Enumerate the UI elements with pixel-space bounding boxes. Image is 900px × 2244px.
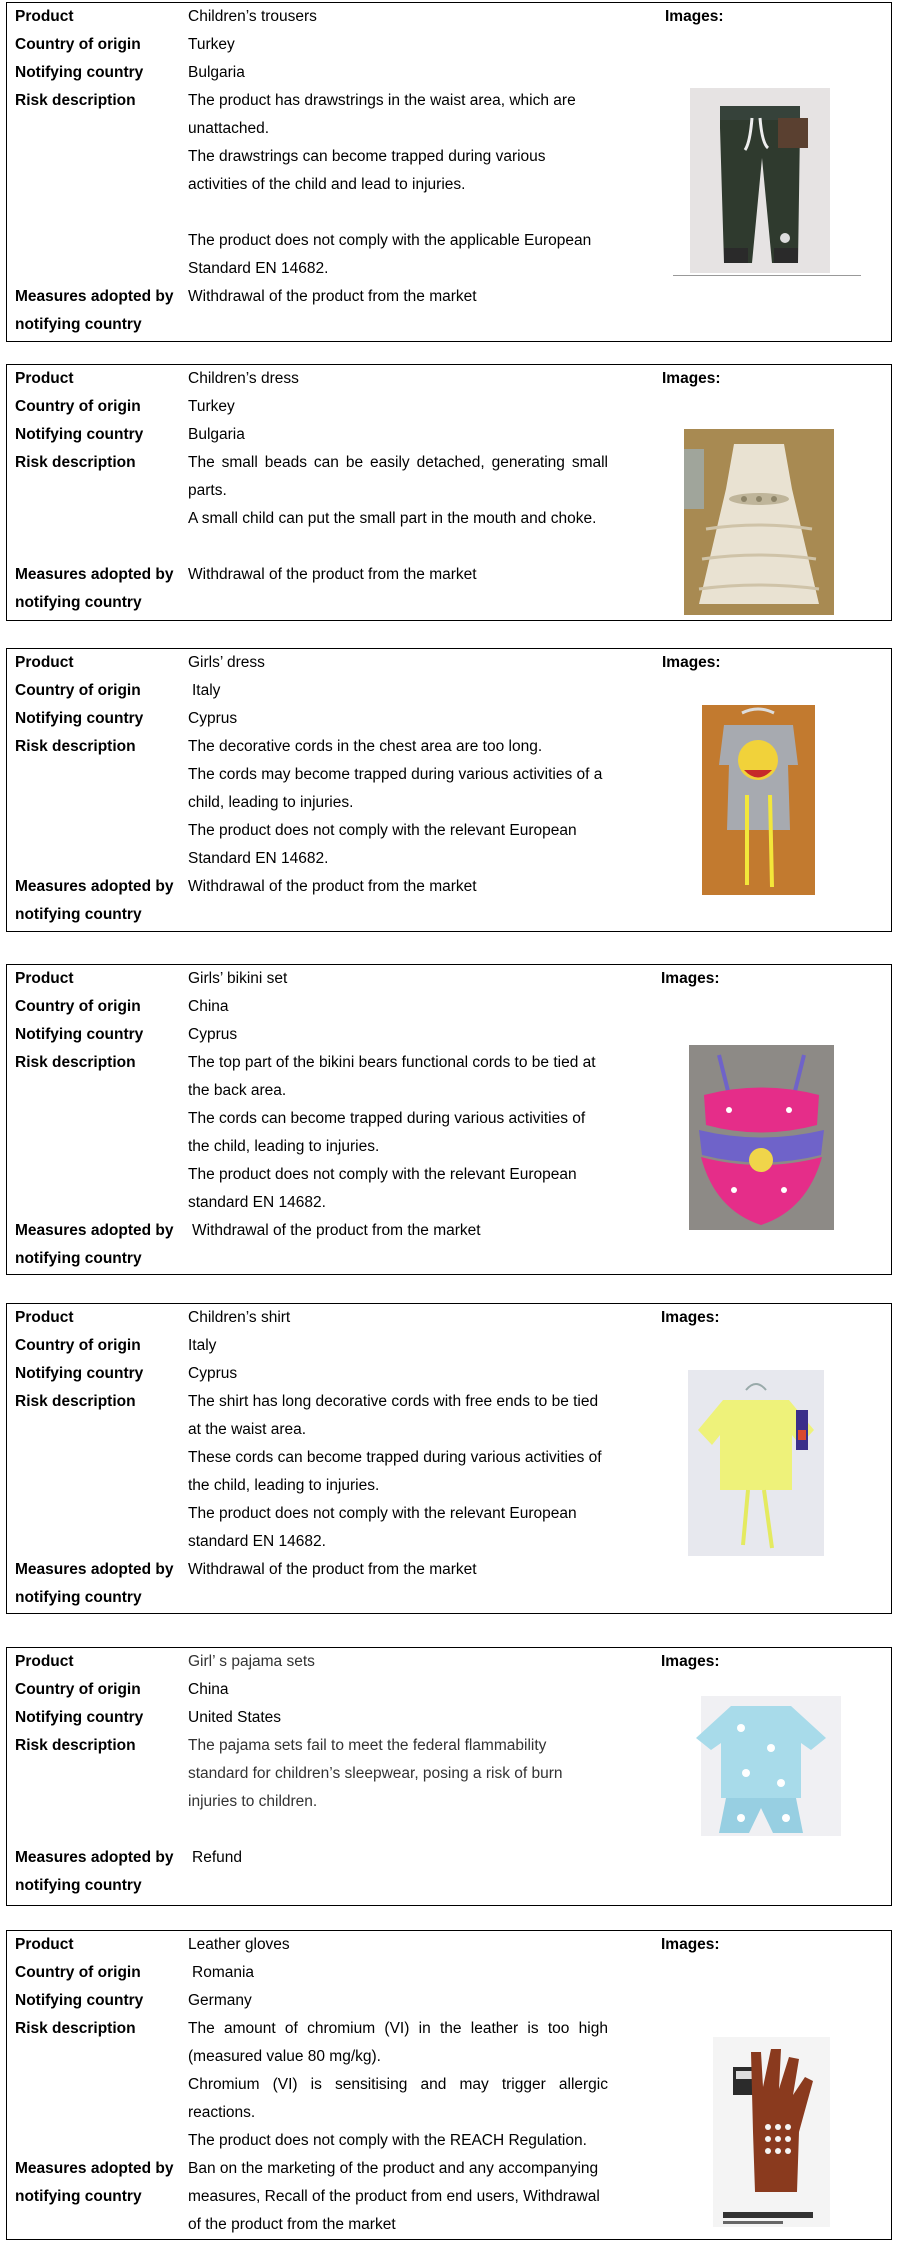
product-card: [6, 364, 892, 621]
origin-label: Country of origin: [15, 398, 141, 415]
product-label: Product: [15, 8, 74, 25]
notifying-label: Notifying country: [15, 1365, 144, 1382]
origin-label: Country of origin: [15, 682, 141, 699]
yellow-shirt-photo-icon: [688, 1370, 824, 1556]
product-card: [6, 648, 892, 932]
notifying-label: Notifying country: [15, 426, 144, 443]
measures-value: Withdrawal of the product from the market: [188, 566, 477, 583]
measures-value: Withdrawal of the product from the market: [188, 878, 477, 895]
origin-label: Country of origin: [15, 1964, 141, 1981]
notifying-label: Notifying country: [15, 64, 144, 81]
risk-label: Risk description: [15, 2020, 136, 2037]
measures-label: Measures adopted by notifying country: [15, 566, 174, 611]
origin-value: Italy: [188, 1337, 217, 1354]
notifying-label: Notifying country: [15, 1709, 144, 1726]
images-label: Images:: [661, 1309, 720, 1326]
notifying-value: Bulgaria: [188, 426, 245, 443]
notifying-value: Cyprus: [188, 710, 238, 727]
origin-value: Romania: [192, 1964, 255, 1981]
risk-value: The shirt has long decorative cords with free ends to be tied at the waist area. These cords can become trapped during various activities of the child, leading to injuries. The product does not comply with the relevant European standard EN 14682.: [188, 1393, 602, 1550]
risk-value: The small beads can be easily detached, generating small parts. A small child can put the small part in the mouth and choke.: [188, 454, 608, 527]
measures-label: Measures adopted by notifying country: [15, 1561, 174, 1606]
measures-label: Measures adopted by notifying country: [15, 1222, 174, 1267]
product-value: Children’s dress: [188, 370, 299, 387]
origin-value: Italy: [192, 682, 221, 699]
risk-label: Risk description: [15, 738, 136, 755]
product-value: Girls’ bikini set: [188, 970, 288, 987]
measures-label: Measures adopted by notifying country: [15, 878, 174, 923]
product-label: Product: [15, 1653, 74, 1670]
notifying-label: Notifying country: [15, 710, 144, 727]
risk-label: Risk description: [15, 1737, 136, 1754]
origin-value: Turkey: [188, 36, 235, 53]
images-label: Images:: [662, 654, 721, 671]
risk-label: Risk description: [15, 454, 136, 471]
image-underline: [673, 275, 861, 276]
product-card: [6, 1647, 892, 1906]
risk-value: The top part of the bikini bears functional cords to be tied at the back area. The cords can become trapped during various activities of the child, leading to injuries. The product does not comply with the relevant European standard EN 14682.: [188, 1054, 596, 1211]
product-label: Product: [15, 654, 74, 671]
measures-value: Withdrawal of the product from the market: [188, 1561, 477, 1578]
notifying-label: Notifying country: [15, 1992, 144, 2009]
notifying-value: Germany: [188, 1992, 252, 2009]
product-label: Product: [15, 370, 74, 387]
measures-value: Withdrawal of the product from the market: [192, 1222, 481, 1239]
beige-dress-photo-icon: [684, 429, 834, 615]
images-label: Images:: [662, 370, 721, 387]
product-card: [6, 2, 892, 342]
images-label: Images:: [665, 8, 724, 25]
risk-value: The amount of chromium (VI) in the leather is too high (measured value 80 mg/kg). Chromium (VI) is sensitising and may trigger allergic reactions. The product does not comply with the REACH Regulation.: [188, 2020, 608, 2149]
grey-dress-photo-icon: [702, 705, 815, 895]
risk-label: Risk description: [15, 92, 136, 109]
product-card: [6, 964, 892, 1275]
measures-value: Ban on the marketing of the product and any accompanying measures, Recall of the product from end users, Withdrawal of the product from the market: [188, 2160, 600, 2233]
origin-value: Turkey: [188, 398, 235, 415]
product-label: Product: [15, 1936, 74, 1953]
measures-value: Refund: [192, 1849, 242, 1866]
images-label: Images:: [661, 1653, 720, 1670]
pink-bikini-photo-icon: [689, 1045, 834, 1230]
notifying-value: United States: [188, 1709, 282, 1726]
product-value: Girls’ dress: [188, 654, 265, 671]
notifying-value: Bulgaria: [188, 64, 245, 81]
product-label: Product: [15, 1309, 74, 1326]
product-value: Children’s shirt: [188, 1309, 291, 1326]
notifying-value: Cyprus: [188, 1026, 238, 1043]
measures-label: Measures adopted by notifying country: [15, 1849, 174, 1894]
product-value: Children’s trousers: [188, 8, 317, 25]
risk-value: The product has drawstrings in the waist area, which are unattached. The drawstrings can become trapped during various activities of the child and lead to injuries. The product does not comply with the applicable European Standard EN 14682.: [188, 92, 592, 277]
risk-label: Risk description: [15, 1054, 136, 1071]
measures-value: Withdrawal of the product from the market: [188, 288, 477, 305]
product-card: [6, 1930, 892, 2240]
origin-label: Country of origin: [15, 1681, 141, 1698]
risk-label: Risk description: [15, 1393, 136, 1410]
origin-label: Country of origin: [15, 36, 141, 53]
measures-label: Measures adopted by notifying country: [15, 2160, 174, 2205]
images-label: Images:: [661, 970, 720, 987]
product-label: Product: [15, 970, 74, 987]
product-value: Girl’ s pajama sets: [188, 1653, 315, 1670]
risk-value: The pajama sets fail to meet the federal flammability standard for children’s sleepwear, posing a risk of burn injuries to children.: [188, 1737, 563, 1810]
origin-value: China: [188, 1681, 229, 1698]
green-trousers-photo-icon: [690, 88, 830, 273]
product-value: Leather gloves: [188, 1936, 290, 1953]
product-card: [6, 1303, 892, 1614]
origin-label: Country of origin: [15, 1337, 141, 1354]
blue-pajama-photo-icon: [691, 1688, 855, 1851]
notifying-value: Cyprus: [188, 1365, 238, 1382]
origin-value: China: [188, 998, 229, 1015]
origin-label: Country of origin: [15, 998, 141, 1015]
notifying-label: Notifying country: [15, 1026, 144, 1043]
images-label: Images:: [661, 1936, 720, 1953]
risk-value: The decorative cords in the chest area are too long. The cords may become trapped during various activities of a child, leading to injuries. The product does not comply with the relevant European Standard EN 14682.: [188, 738, 603, 867]
measures-label: Measures adopted by notifying country: [15, 288, 174, 333]
leather-glove-photo-icon: [713, 2037, 830, 2227]
